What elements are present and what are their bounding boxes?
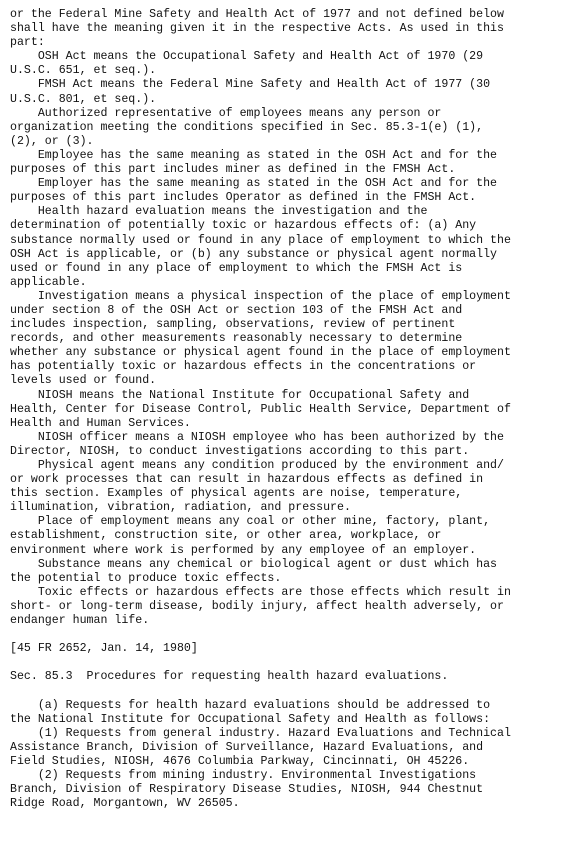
text-line: short- or long-term disease, bodily injury, affect health adversely, or <box>10 599 504 613</box>
text-line: includes inspection, sampling, observations, review of pertinent <box>10 318 456 332</box>
text-line: Health and Human Services. <box>10 416 191 430</box>
text-line: Director, NIOSH, to conduct investigations according to this part. <box>10 444 470 458</box>
text-line: Health hazard evaluation means the investigation and the <box>10 205 428 219</box>
text-line: applicable. <box>10 275 87 289</box>
text-line: Field Studies, NIOSH, 4676 Columbia Parkway, Cincinnati, OH 45226. <box>10 754 470 768</box>
text-line: endanger human life. <box>10 614 150 628</box>
text-line: Authorized representative of employees means any person or <box>10 106 442 120</box>
text-line: U.S.C. 651, et seq.). <box>10 64 157 78</box>
blank-line <box>10 656 582 670</box>
text-line: organization meeting the conditions specified in Sec. 85.3-1(e) (1), <box>10 120 484 134</box>
text-line: substance normally used or found in any place of employment to which the <box>10 233 511 247</box>
text-line: levels used or found. <box>10 374 157 388</box>
text-line: purposes of this part includes miner as defined in the FMSH Act. <box>10 163 456 177</box>
text-line: records, and other measurements reasonably necessary to determine <box>10 332 463 346</box>
text-line: (a) Requests for health hazard evaluations should be addressed to <box>10 698 491 712</box>
text-line: Assistance Branch, Division of Surveillance, Hazard Evaluations, and <box>10 740 484 754</box>
text-line: Toxic effects or hazardous effects are those effects which result in <box>10 585 511 599</box>
text-line: Branch, Division of Respiratory Disease Studies, NIOSH, 944 Chestnut <box>10 783 484 797</box>
text-line: U.S.C. 801, et seq.). <box>10 92 157 106</box>
text-line: Employee has the same meaning as stated in the OSH Act and for the <box>10 148 498 162</box>
text-line: shall have the meaning given it in the respective Acts. As used in this <box>10 22 504 36</box>
text-line: (1) Requests from general industry. Hazard Evaluations and Technical <box>10 726 511 740</box>
text-line: Ridge Road, Morgantown, WV 26505. <box>10 797 240 811</box>
text-line: establishment, construction site, or other area, workplace, or <box>10 529 442 543</box>
text-line: purposes of this part includes Operator as defined in the FMSH Act. <box>10 191 477 205</box>
text-line: under section 8 of the OSH Act or section 103 of the FMSH Act and <box>10 303 463 317</box>
text-line: part: <box>10 36 45 50</box>
text-line: (2) Requests from mining industry. Environmental Investigations <box>10 769 477 783</box>
text-line: Health, Center for Disease Control, Public Health Service, Department of <box>10 402 511 416</box>
text-line: [45 FR 2652, Jan. 14, 1980] <box>10 642 198 656</box>
text-line: FMSH Act means the Federal Mine Safety and Health Act of 1977 (30 <box>10 78 491 92</box>
text-line: used or found in any place of employment to which the FMSH Act is <box>10 261 463 275</box>
text-line: Sec. 85.3 Procedures for requesting health hazard evaluations. <box>10 670 449 684</box>
text-line: this section. Examples of physical agents are noise, temperature, <box>10 487 463 501</box>
text-line: Investigation means a physical inspection of the place of employment <box>10 289 511 303</box>
text-line: the National Institute for Occupational Safety and Health as follows: <box>10 712 491 726</box>
text-line: illumination, vibration, radiation, and pressure. <box>10 501 351 515</box>
text-line: or the Federal Mine Safety and Health Act of 1977 and not defined below <box>10 8 504 21</box>
text-line: or work processes that can result in hazardous effects as defined in <box>10 473 484 487</box>
text-line: Employer has the same meaning as stated in the OSH Act and for the <box>10 177 498 191</box>
text-line: environment where work is performed by any employee of an employer. <box>10 543 477 557</box>
text-line: NIOSH officer means a NIOSH employee who has been authorized by the <box>10 430 504 444</box>
text-line: Substance means any chemical or biological agent or dust which has <box>10 557 498 571</box>
text-line: OSH Act means the Occupational Safety and Health Act of 1970 (29 <box>10 50 484 64</box>
blank-line <box>10 628 582 642</box>
blank-line <box>10 685 582 699</box>
text-line: Physical agent means any condition produced by the environment and/ <box>10 459 504 472</box>
text-line: whether any substance or physical agent found in the place of employment <box>10 346 511 360</box>
text-line: the potential to produce toxic effects. <box>10 571 282 585</box>
text-line: has potentially toxic or hazardous effects in the concentrations or <box>10 360 477 374</box>
text-line: determination of potentially toxic or hazardous effects of: (a) Any <box>10 219 477 233</box>
text-line: OSH Act is applicable, or (b) any substance or physical agent normally <box>10 247 498 261</box>
text-line: Place of employment means any coal or other mine, factory, plant, <box>10 515 491 529</box>
document-text <box>10 8 582 811</box>
text-line: NIOSH means the National Institute for Occupational Safety and <box>10 388 470 402</box>
text-line: (2), or (3). <box>10 134 94 148</box>
